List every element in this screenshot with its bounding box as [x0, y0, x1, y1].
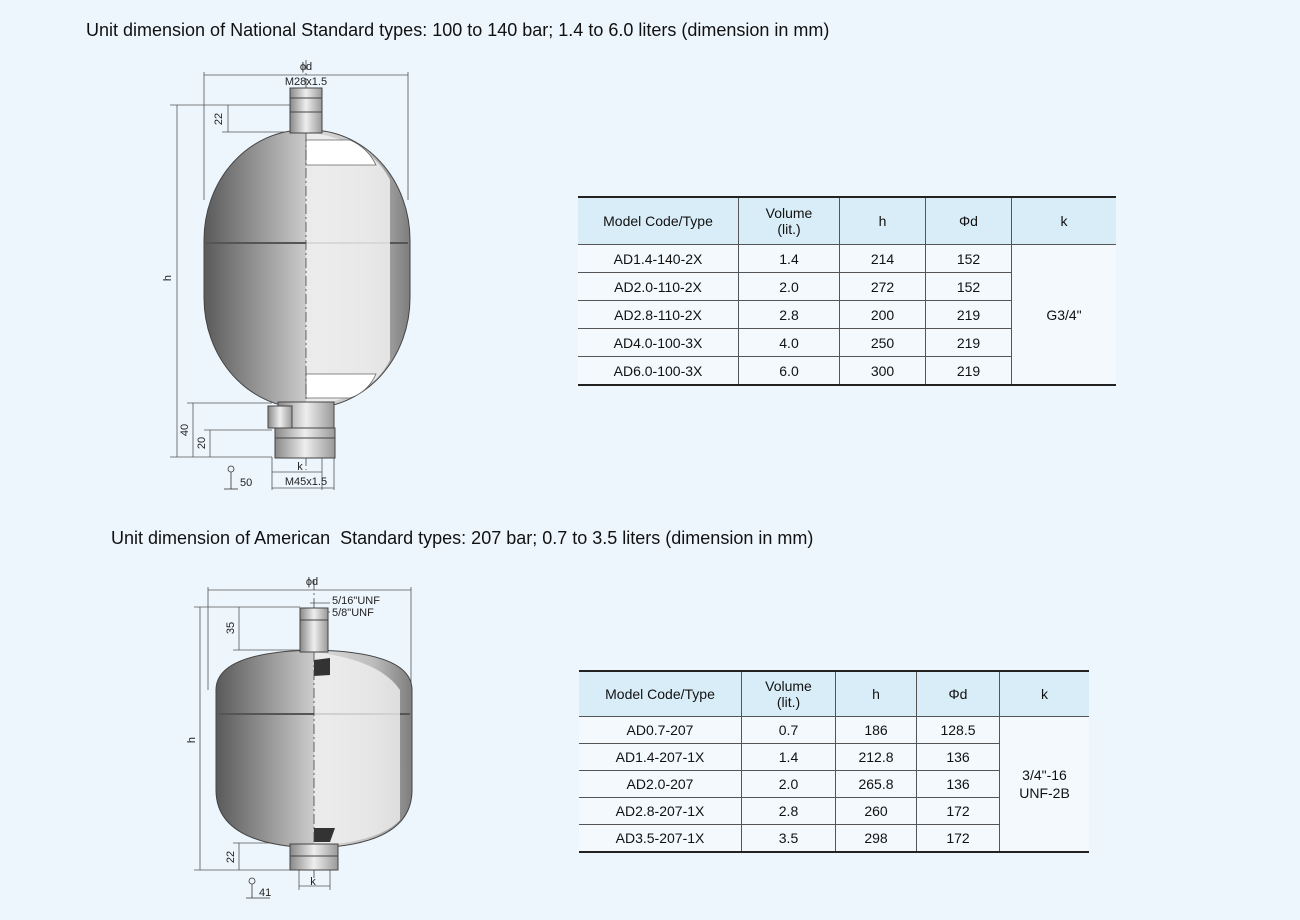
k-label: k [297, 461, 303, 473]
model-cell: AD2.8-207-1X [579, 798, 742, 825]
volume-cell: 1.4 [742, 744, 836, 771]
model-cell: AD6.0-100-3X [578, 357, 739, 386]
phi-d-cell: 219 [926, 357, 1012, 386]
model-cell: AD1.4-207-1X [579, 744, 742, 771]
k-label: k [310, 876, 316, 888]
volume-cell: 6.0 [739, 357, 840, 386]
h-cell: 186 [836, 717, 917, 744]
height-label: h [162, 274, 174, 282]
header-phi-d: Φd [926, 197, 1012, 245]
phi-d-label: ϕd [299, 61, 313, 73]
wrench-size-label: 41 [259, 887, 272, 899]
phi-d-label: ϕd [305, 576, 319, 588]
table-header-row [579, 671, 1089, 717]
k-cell: 3/4"-16 UNF-2B [1000, 717, 1090, 853]
dim-40-label: 40 [179, 423, 191, 437]
h-cell: 212.8 [836, 744, 917, 771]
top-dim-label: 22 [213, 112, 225, 126]
model-cell: AD2.0-110-2X [578, 273, 739, 301]
h-cell: 298 [836, 825, 917, 853]
phi-d-cell: 172 [917, 798, 1000, 825]
phi-d-cell: 219 [926, 329, 1012, 357]
header-h: h [840, 197, 926, 245]
national-accumulator-drawing [150, 55, 450, 500]
table-row [579, 717, 1089, 744]
phi-d-cell: 152 [926, 273, 1012, 301]
volume-cell: 0.7 [742, 717, 836, 744]
top-dim-label: 35 [225, 621, 237, 635]
phi-d-cell: 128.5 [917, 717, 1000, 744]
h-cell: 272 [840, 273, 926, 301]
model-cell: AD2.0-207 [579, 771, 742, 798]
volume-cell: 2.0 [739, 273, 840, 301]
american-accumulator-drawing [180, 570, 430, 905]
volume-cell: 1.4 [739, 245, 840, 273]
h-cell: 265.8 [836, 771, 917, 798]
dim-20-label: 20 [196, 436, 208, 450]
h-cell: 250 [840, 329, 926, 357]
phi-d-cell: 136 [917, 771, 1000, 798]
volume-cell: 2.8 [739, 301, 840, 329]
model-cell: AD0.7-207 [579, 717, 742, 744]
thread1-label: 5/16"UNF [332, 595, 380, 607]
header-k: k [1012, 197, 1117, 245]
phi-d-cell: 152 [926, 245, 1012, 273]
model-cell: AD1.4-140-2X [578, 245, 739, 273]
volume-cell: 3.5 [742, 825, 836, 853]
phi-d-cell: 219 [926, 301, 1012, 329]
header-phi-d: Φd [917, 671, 1000, 717]
volume-cell: 4.0 [739, 329, 840, 357]
header-volume: Volume (lit.) [739, 197, 840, 245]
top-thread-label: M28x1.5 [284, 76, 328, 88]
volume-cell: 2.8 [742, 798, 836, 825]
model-cell: AD3.5-207-1X [579, 825, 742, 853]
phi-d-cell: 136 [917, 744, 1000, 771]
h-cell: 214 [840, 245, 926, 273]
bottom-dim-label: 22 [225, 850, 237, 864]
model-cell: AD2.8-110-2X [578, 301, 739, 329]
header-volume: Volume (lit.) [742, 671, 836, 717]
thread2-label: 5/8"UNF [332, 607, 374, 619]
model-cell: AD4.0-100-3X [578, 329, 739, 357]
wrench-size-label: 50 [240, 477, 253, 489]
header-h: h [836, 671, 917, 717]
k-cell: G3/4" [1012, 245, 1117, 386]
phi-d-cell: 172 [917, 825, 1000, 853]
header-k: k [1000, 671, 1090, 717]
height-label: h [186, 736, 198, 744]
h-cell: 260 [836, 798, 917, 825]
volume-cell: 2.0 [742, 771, 836, 798]
table-header-row [578, 197, 1116, 245]
h-cell: 200 [840, 301, 926, 329]
header-model: Model Code/Type [579, 671, 742, 717]
american-spec-table [579, 670, 1089, 853]
section2-title: Unit dimension of American Standard types: 207 bar; 0.7 to 3.5 liters (dimension in mm) [111, 528, 814, 548]
section1-title: Unit dimension of National Standard types: 100 to 140 bar; 1.4 to 6.0 liters (dimension in mm) [86, 20, 830, 40]
table-row [578, 245, 1116, 273]
bottom-thread-label: M45x1.5 [284, 476, 328, 488]
national-spec-table [578, 196, 1116, 386]
header-model: Model Code/Type [578, 197, 739, 245]
h-cell: 300 [840, 357, 926, 386]
